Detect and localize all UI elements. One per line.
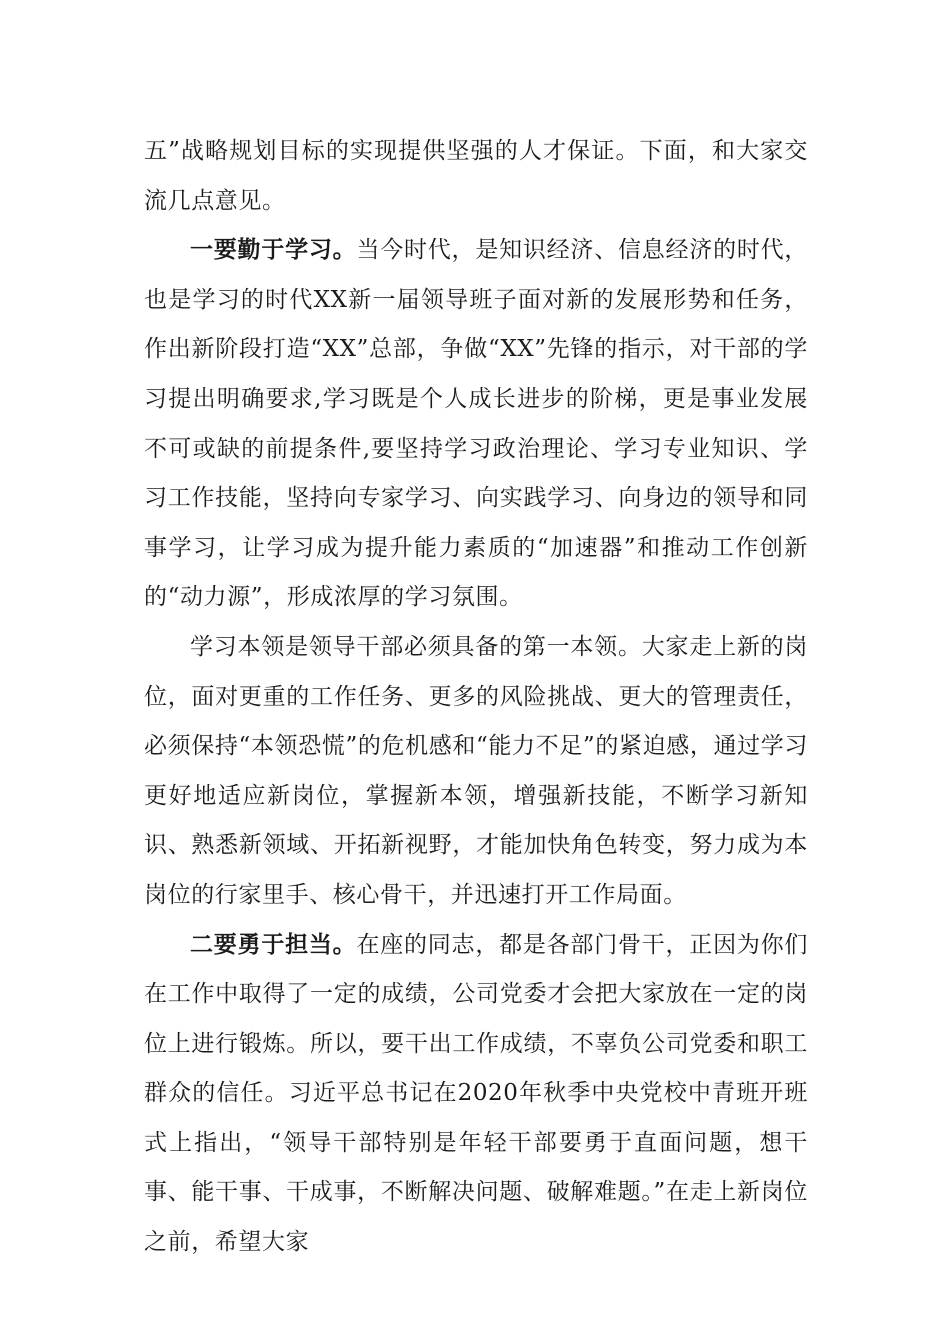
paragraph-text: 在座的同志，都是各部门骨干，正因为你们在工作中取得了一定的成绩，公司党委才会把大家放在一定的岗位上进行锻炼。所以，要干出工作成绩，不辜负公司党委和职工群众的信任。习近平总书记在2020年秋季中央党校中青班开班式上指出，“领导干部特别是年轻干部要勇于直面问题，想干事、能干事、干成事，不断解决问题、破解难题。”在走上新岗位之前，希望大家 [144, 931, 808, 1256]
paragraph-study-ability [144, 623, 808, 921]
paragraph-lead-heading: 一要勤于学习。 [190, 237, 357, 264]
paragraph-lead-heading: 二要勇于担当。 [190, 931, 357, 958]
paragraph-text: 五”战略规划目标的实现提供坚强的人才保证。下面，和大家交流几点意见。 [144, 138, 808, 214]
paragraph-text: 学习本领是领导干部必须具备的第一本领。大家走上新的岗位，面对更重的工作任务、更多的风险挑战、更大的管理责任，必须保持“本领恐慌”的危机感和“能力不足”的紧迫感，通过学习更好地适应新岗位，掌握新本领，增强新技能，不断学习新知识、熟悉新领域、开拓新视野，才能加快角色转变，努力成为本岗位的行家里手、核心骨干，并迅速打开工作局面。 [144, 633, 808, 908]
paragraph-text: 当今时代，是知识经济、信息经济的时代，也是学习的时代XX新一届领导班子面对新的发展形势和任务，作出新阶段打造“XX”总部，争做“XX”先锋的指示，对干部的学习提出明确要求,学习既是个人成长进步的阶梯，更是事业发展不可或缺的前提条件,要坚持学习政治理论、学习专业知识、学习工作技能，坚持向专家学习、向实践学习、向身边的领导和同事学习，让学习成为提升能力素质的“加速器”和推动工作创新的“动力源”，形成浓厚的学习氛围。 [144, 237, 808, 611]
paragraph-responsibility [144, 921, 808, 1268]
paragraph-continuation [144, 127, 808, 226]
document-body [144, 127, 808, 1268]
paragraph-study [144, 226, 808, 623]
